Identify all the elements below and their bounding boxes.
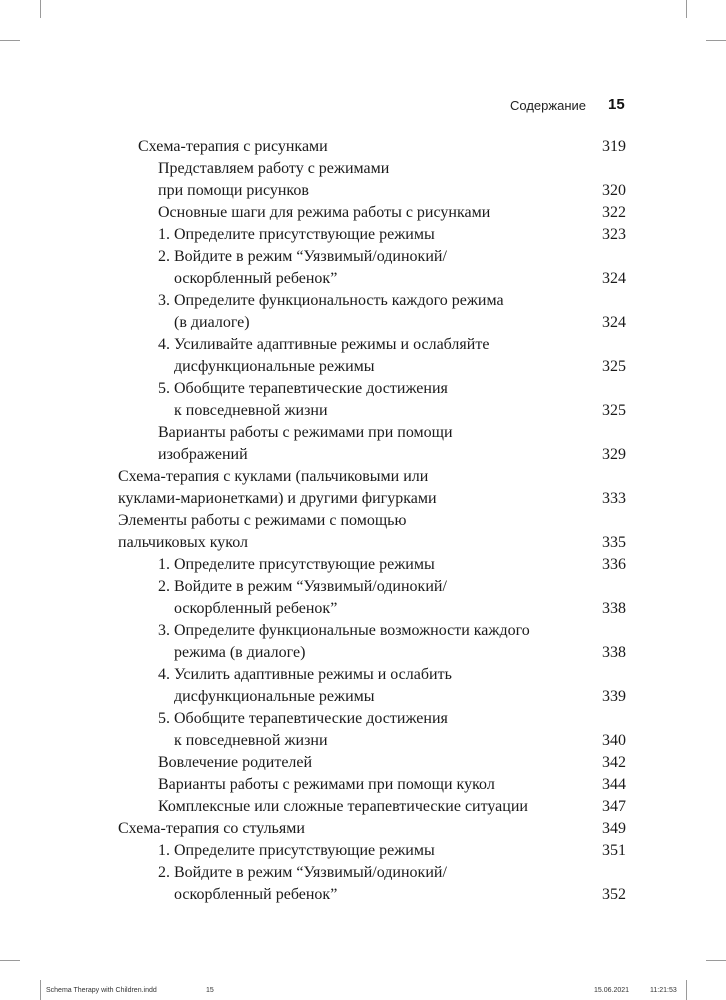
toc-entry-line: Элементы работы с режимами с помощью [118,512,407,529]
toc-entry-page: 340 [602,732,626,749]
toc-entry-title [158,202,586,224]
print-slug [0,984,726,1000]
toc-entry-title [158,334,586,378]
toc-entry-line: 3. Определите функциональные возможности каждого [158,622,530,639]
crop-mark [40,0,41,18]
toc-entry [118,378,626,422]
toc-entry-title [158,290,586,334]
toc-entry-page: 324 [602,314,626,331]
toc-entry-page: 344 [602,776,626,793]
toc-entry [118,334,626,378]
toc-entry-title [158,664,586,708]
toc-entry [118,290,626,334]
toc-entry-title [118,510,586,554]
toc-entry [118,158,626,202]
toc-entry-title [158,246,586,290]
toc-entry-line: пальчиковых кукол [118,534,249,551]
toc-entry-page: 335 [602,534,626,551]
toc-entry-title [158,224,586,246]
toc-entry [118,620,626,664]
crop-mark [686,0,687,18]
toc-entry-line: 2. Войдите в режим “Уязвимый/одинокий/ [158,248,447,265]
toc-entry-line: оскорбленный ребенок” [174,886,338,903]
slug-page: 15 [206,987,214,994]
toc-entry-title [158,862,586,906]
toc-entry-title [158,796,586,818]
toc-entry-line: Схема-терапия со стульями [118,820,305,837]
toc-entry [118,818,626,840]
toc-entry-line: 2. Войдите в режим “Уязвимый/одинокий/ [158,578,447,595]
crop-mark [0,40,20,41]
toc-entry-page: 338 [602,644,626,661]
toc-entry-line: Вовлечение родителей [158,754,313,771]
toc-entry [118,664,626,708]
crop-mark [706,40,726,41]
toc-entry [118,224,626,246]
page-number: 15 [608,96,625,113]
toc-entry-line: оскорбленный ребенок” [174,600,338,617]
toc-entry-title [158,422,586,466]
toc-entry-title [118,818,586,840]
toc-entry [118,752,626,774]
toc-entry-line: 1. Определите присутствующие режимы [158,556,435,573]
toc-entry [118,862,626,906]
toc-entry-page: 325 [602,358,626,375]
running-header [0,96,726,116]
toc-entry-page: 347 [602,798,626,815]
toc-entry-page: 324 [602,270,626,287]
toc-entry-line: Комплексные или сложные терапевтические ситуации [158,798,528,815]
toc-entry-title [118,466,586,510]
slug-time: 11:21:53 [650,987,677,994]
toc-entry-page: 320 [602,182,626,199]
toc-entry-title [158,158,586,202]
toc-entry-line: куклами-марионетками) и другими фигурками [118,490,437,507]
toc-entry [118,510,626,554]
toc-entry-page: 336 [602,556,626,573]
toc-entry-line: Варианты работы с режимами при помощи [158,424,453,441]
toc-entry [118,136,626,158]
toc-entry [118,774,626,796]
toc-entry-line: дисфункциональные режимы [174,358,375,375]
toc-entry-page: 322 [602,204,626,221]
toc-entry [118,840,626,862]
toc-entry-page: 352 [602,886,626,903]
crop-mark [0,960,20,961]
toc-entry-page: 329 [602,446,626,463]
toc-entry-title [158,774,586,796]
toc-entry [118,466,626,510]
toc-entry-line: 4. Усилить адаптивные режимы и ослабить [158,666,452,683]
toc-entry-line: изображений [158,446,248,463]
toc-entry [118,554,626,576]
toc-entry [118,796,626,818]
slug-date: 15.06.2021 [594,987,630,994]
toc-entry-line: Основные шаги для режима работы с рисунками [158,204,491,221]
toc-entry-line: к повседневной жизни [174,402,328,419]
toc-entry-page: 349 [602,820,626,837]
toc-entry-line: Варианты работы с режимами при помощи кукол [158,776,495,793]
toc-entry [118,422,626,466]
toc-entry-page: 351 [602,842,626,859]
toc-entry-line: Схема-терапия с рисунками [138,138,328,155]
toc-entry-title [158,576,586,620]
toc-entry-title [158,554,586,576]
toc-entry [118,708,626,752]
toc-entry-line: оскорбленный ребенок” [174,270,338,287]
toc-entry-title [158,708,586,752]
toc-entry-line: 1. Определите присутствующие режимы [158,842,435,859]
toc-entry-page: 333 [602,490,626,507]
toc-entry [118,246,626,290]
slug-filename: Schema Therapy with Children.indd [46,987,157,994]
toc-entry-line: при помощи рисунков [158,182,309,199]
toc-entry-page: 338 [602,600,626,617]
toc-entry-title [158,752,586,774]
table-of-contents [118,136,626,906]
toc-entry-line: 2. Войдите в режим “Уязвимый/одинокий/ [158,864,447,881]
running-header-title: Содержание [510,98,586,113]
toc-entry-page: 323 [602,226,626,243]
toc-entry-title [138,136,586,158]
toc-entry-line: режима (в диалоге) [174,644,306,661]
toc-entry-page: 325 [602,402,626,419]
toc-entry-line: дисфункциональные режимы [174,688,375,705]
toc-entry-line: 5. Обобщите терапевтические достижения [158,380,448,397]
toc-entry [118,576,626,620]
toc-entry-line: Схема-терапия с куклами (пальчиковыми или [118,468,429,485]
toc-entry-line: (в диалоге) [174,314,250,331]
toc-entry-line: 3. Определите функциональность каждого режима [158,292,504,309]
toc-entry-page: 339 [602,688,626,705]
toc-entry-title [158,620,586,664]
toc-entry-line: к повседневной жизни [174,732,328,749]
toc-entry-title [158,840,586,862]
toc-entry-line: Представляем работу с режимами [158,160,390,177]
crop-mark [706,960,726,961]
toc-entry-title [158,378,586,422]
toc-entry-line: 4. Усиливайте адаптивные режимы и ослабляйте [158,336,490,353]
toc-entry-page: 319 [602,138,626,155]
toc-entry-line: 1. Определите присутствующие режимы [158,226,435,243]
toc-entry-page: 342 [602,754,626,771]
toc-entry [118,202,626,224]
toc-entry-line: 5. Обобщите терапевтические достижения [158,710,448,727]
